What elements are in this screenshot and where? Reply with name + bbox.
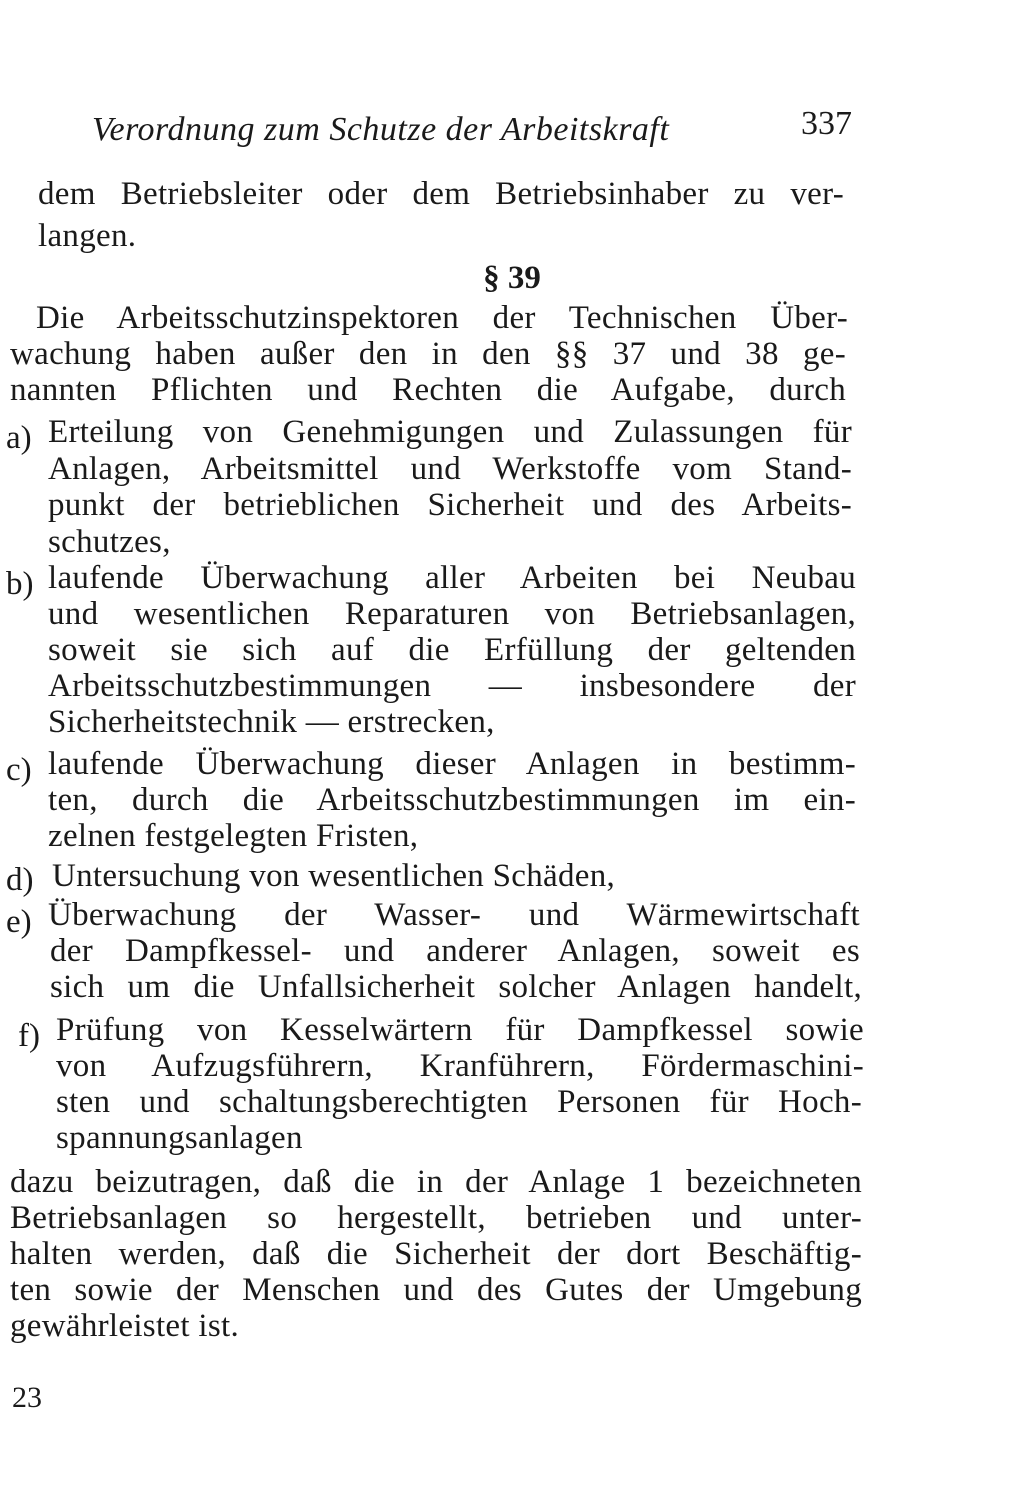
text-line: laufende Überwachung aller Arbeiten bei Neubau — [48, 560, 856, 596]
text-line: von Aufzugsführern, Kranführern, Fördermaschini- — [56, 1048, 864, 1084]
text-line: Die Arbeitsschutzinspektoren der Technischen Über- — [36, 300, 848, 336]
list-marker: a) — [6, 420, 32, 456]
running-title: Verordnung zum Schutze der Arbeitskraft — [92, 111, 670, 148]
text-line: sten und schaltungsberechtigten Personen für Hoch- — [56, 1084, 862, 1120]
page-number: 337 — [801, 105, 852, 142]
text-line: Betriebsanlagen so hergestellt, betrieben und unter- — [10, 1200, 862, 1236]
text-line: Arbeitsschutzbestimmungen — insbesondere der — [48, 668, 856, 704]
list-marker: d) — [6, 862, 34, 898]
text-line: Überwachung der Wasser- und Wärmewirtschaft — [48, 897, 860, 933]
text-line: punkt der betrieblichen Sicherheit und des Arbeits- — [48, 487, 852, 523]
list-marker: e) — [6, 904, 32, 940]
text-line: Prüfung von Kesselwärtern für Dampfkessel sowie — [56, 1012, 864, 1048]
text-line: sich um die Unfallsicherheit solcher Anlagen handelt, — [50, 969, 862, 1005]
text-line: nannten Pflichten und Rechten die Aufgabe, durch — [10, 372, 846, 408]
list-marker: f) — [18, 1018, 40, 1054]
signature-mark: 23 — [12, 1381, 42, 1414]
text-line: laufende Überwachung dieser Anlagen in bestimm- — [48, 746, 856, 782]
list-marker: c) — [6, 752, 32, 788]
text-line: ten sowie der Menschen und des Gutes der Umgebung — [10, 1272, 862, 1308]
text-line: Untersuchung von wesentlichen Schäden, — [52, 858, 616, 894]
text-line: schutzes, — [48, 524, 171, 560]
text-line: gewährleistet ist. — [10, 1308, 240, 1344]
text-line: Anlagen, Arbeitsmittel und Werkstoffe vom Stand- — [48, 451, 852, 487]
section-heading: § 39 — [483, 260, 541, 296]
text-line: soweit sie sich auf die Erfüllung der geltenden — [48, 632, 856, 668]
text-line: dazu beizutragen, daß die in der Anlage 1 bezeichneten — [10, 1164, 862, 1200]
text-line: ten, durch die Arbeitsschutzbestimmungen im ein- — [48, 782, 856, 818]
text-line: wachung haben außer den in den §§ 37 und 38 ge- — [10, 336, 846, 372]
list-marker: b) — [6, 566, 34, 602]
running-head — [92, 105, 852, 152]
text-line: langen. — [38, 218, 137, 254]
text-line: Erteilung von Genehmigungen und Zulassungen für — [48, 414, 852, 450]
text-line: der Dampfkessel- und anderer Anlagen, soweit es — [50, 933, 860, 969]
text-line: zelnen festgelegten Fristen, — [48, 818, 419, 854]
text-line: halten werden, daß die Sicherheit der dort Beschäftig- — [10, 1236, 862, 1272]
text-line: und wesentlichen Reparaturen von Betriebsanlagen, — [48, 596, 856, 632]
text-line: spannungsanlagen — [56, 1120, 303, 1156]
text-line: dem Betriebsleiter oder dem Betriebsinhaber zu ver- — [38, 176, 844, 212]
text-line: Sicherheitstechnik — erstrecken, — [48, 704, 495, 740]
